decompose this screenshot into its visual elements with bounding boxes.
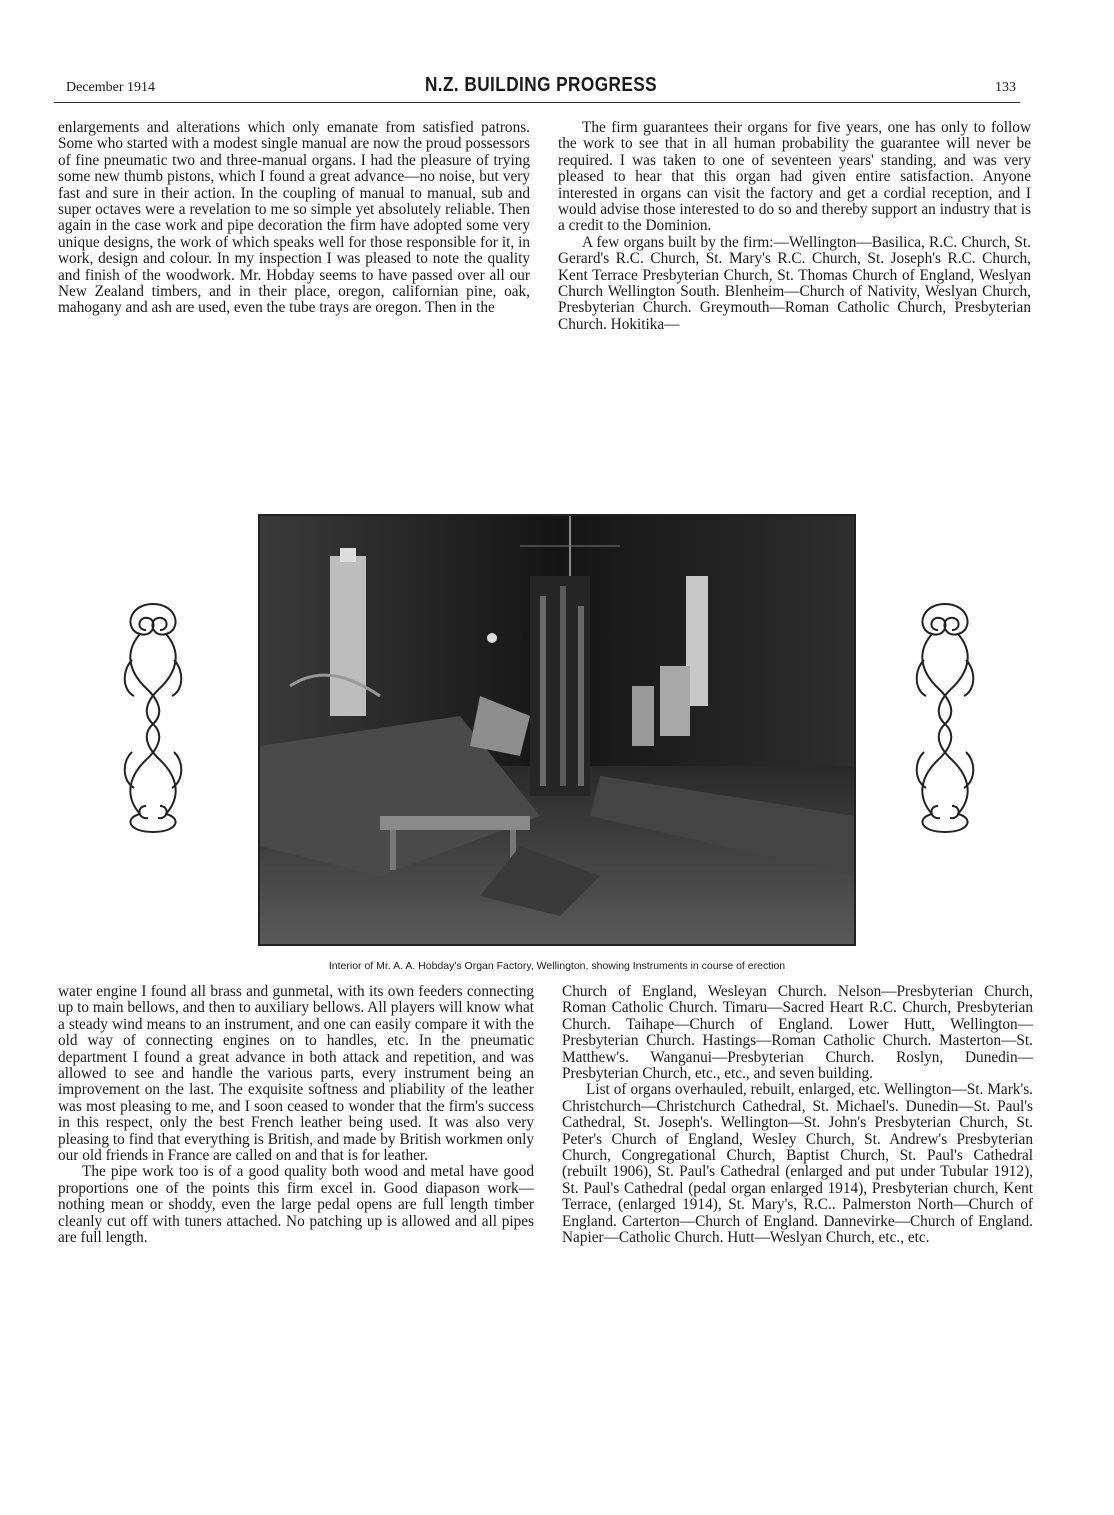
ornament-right bbox=[910, 600, 980, 836]
page-number: 133 bbox=[995, 80, 1016, 95]
publication-title: N.Z. BUILDING PROGRESS bbox=[424, 74, 658, 96]
column-bottom-right bbox=[562, 984, 1033, 1247]
column-bottom-left bbox=[58, 984, 534, 1247]
column-top-right bbox=[558, 120, 1031, 333]
column-top-left bbox=[58, 120, 530, 317]
paragraph: List of organs overhauled, rebuilt, enlarged, etc. Wellington—St. Mark's. Christchurch—Christchurch Cathedral, St. Michael's. Dunedin—St. Paul's Cathedral, St. Joseph's. Wellington—St. John's Presbyterian Church, St. Peter's Church of England, Wesley Church, St. Andrew's Presbyterian Church, Congregational Church, Baptist Church, St. Paul's Cathedral (rebuilt 1906), St. Paul's Cathedral (enlarged and put under Tubular 1912), St. Paul's Cathedral (pedal organ enlarged 1914), Presbyterian church, Kent Terrace, (enlarged 1914), St. Mary's, R.C.. Palmerston North—Church of England. Carterton—Church of England. Dannevirke—Church of England. Napier—Catholic Church. Hutt—Weslyan Church, etc., etc. bbox=[562, 1081, 1033, 1247]
paragraph: The pipe work too is of a good quality both wood and metal have good proportions one of the points this firm excel in. Good diapason work—nothing mean or shoddy, even the large pedal opens are full length timber cleanly cut off with tuners attached. No patching up is allowed and all pipes are full length. bbox=[58, 1163, 534, 1247]
paragraph: enlargements and alterations which only emanate from satisfied patrons. Some who started with a modest single manual are now the proud possessors of fine pneumatic two and three-manual organs. I had the pleasure of trying some new thumb pistons, which I found a great advance—no noise, but very fast and sure in their action. In the coupling of manual to manual, sub and super octaves were a revelation to me so simple yet absolutely reliable. Then again in the case work and pipe decoration the firm have adopted some very unique designs, the work of which speaks well for those responsible for it, in work, design and colour. In my inspection I was pleased to note the quality and finish of the woodwork. Mr. Hobday seems to have passed over all our New Zealand timbers, and in their place, oregon, californian pine, oak, mahogany and ash are used, even the tube trays are oregon. Then in the bbox=[58, 119, 530, 317]
ornament-left bbox=[118, 600, 188, 836]
factory-interior-photo bbox=[258, 514, 856, 946]
paragraph: The firm guarantees their organs for five years, one has only to follow the work to see that in all human probability the guarantee will never be required. I was taken to one of seventeen years' standing, and was very pleased to hear that this organ had given entire satisfaction. Anyone interested in organs can visit the factory and get a cordial reception, and I would advise those interested to do so and thereby support an industry that is a credit to the Dominion. bbox=[558, 119, 1031, 235]
paragraph: Church of England, Wesleyan Church. Nelson—Presbyterian Church, Roman Catholic Church. Timaru—Sacred Heart R.C. Church, Presbyterian Church. Taihape—Church of England. Lower Hutt, Wellington—Presbyterian Church. Hastings—Roman Catholic Church. Masterton—St. Matthew's. Wanganui—Presbyterian Church. Roslyn, Dunedin—Presbyterian Church, etc., etc., and seven building. bbox=[562, 983, 1033, 1083]
header-rule bbox=[54, 102, 1020, 103]
paragraph: A few organs built by the firm:—Wellington—Basilica, R.C. Church, St. Gerard's R.C. Church, St. Mary's R.C. Church, St. Joseph's R.C. Church, Kent Terrace Presbyterian Church, St. Thomas Church of England, Weslyan Church Wellington South. Blenheim—Church of Nativity, Weslyan Church, Presbyterian Church. Greymouth—Roman Catholic Church, Presbyterian Church. Hokitika— bbox=[558, 233, 1031, 333]
page-header bbox=[66, 74, 1016, 104]
photo-caption: Interior of Mr. A. A. Hobday's Organ Factory, Wellington, showing Instruments in course of erection bbox=[328, 960, 786, 972]
issue-date: December 1914 bbox=[66, 80, 156, 95]
paragraph: water engine I found all brass and gunmetal, with its own feeders connecting up to main bellows, and then to auxiliary bellows. All players will know what a steady wind means to an instrument, and one can easily compare it with the old way of connecting engines on to handles, etc. In the pneumatic department I found a great advance in both attack and repetition, and was allowed to see and handle the various parts, every instrument being an improvement on the last. The exquisite softness and pliability of the leather was most pleasing to me, and I soon ceased to wonder that the firm's success in this respect, only the best French leather being used. It was also very pleasing to find that everything is British, and made by British workmen only our old friends in France are called on and that is for leather. bbox=[58, 983, 534, 1165]
